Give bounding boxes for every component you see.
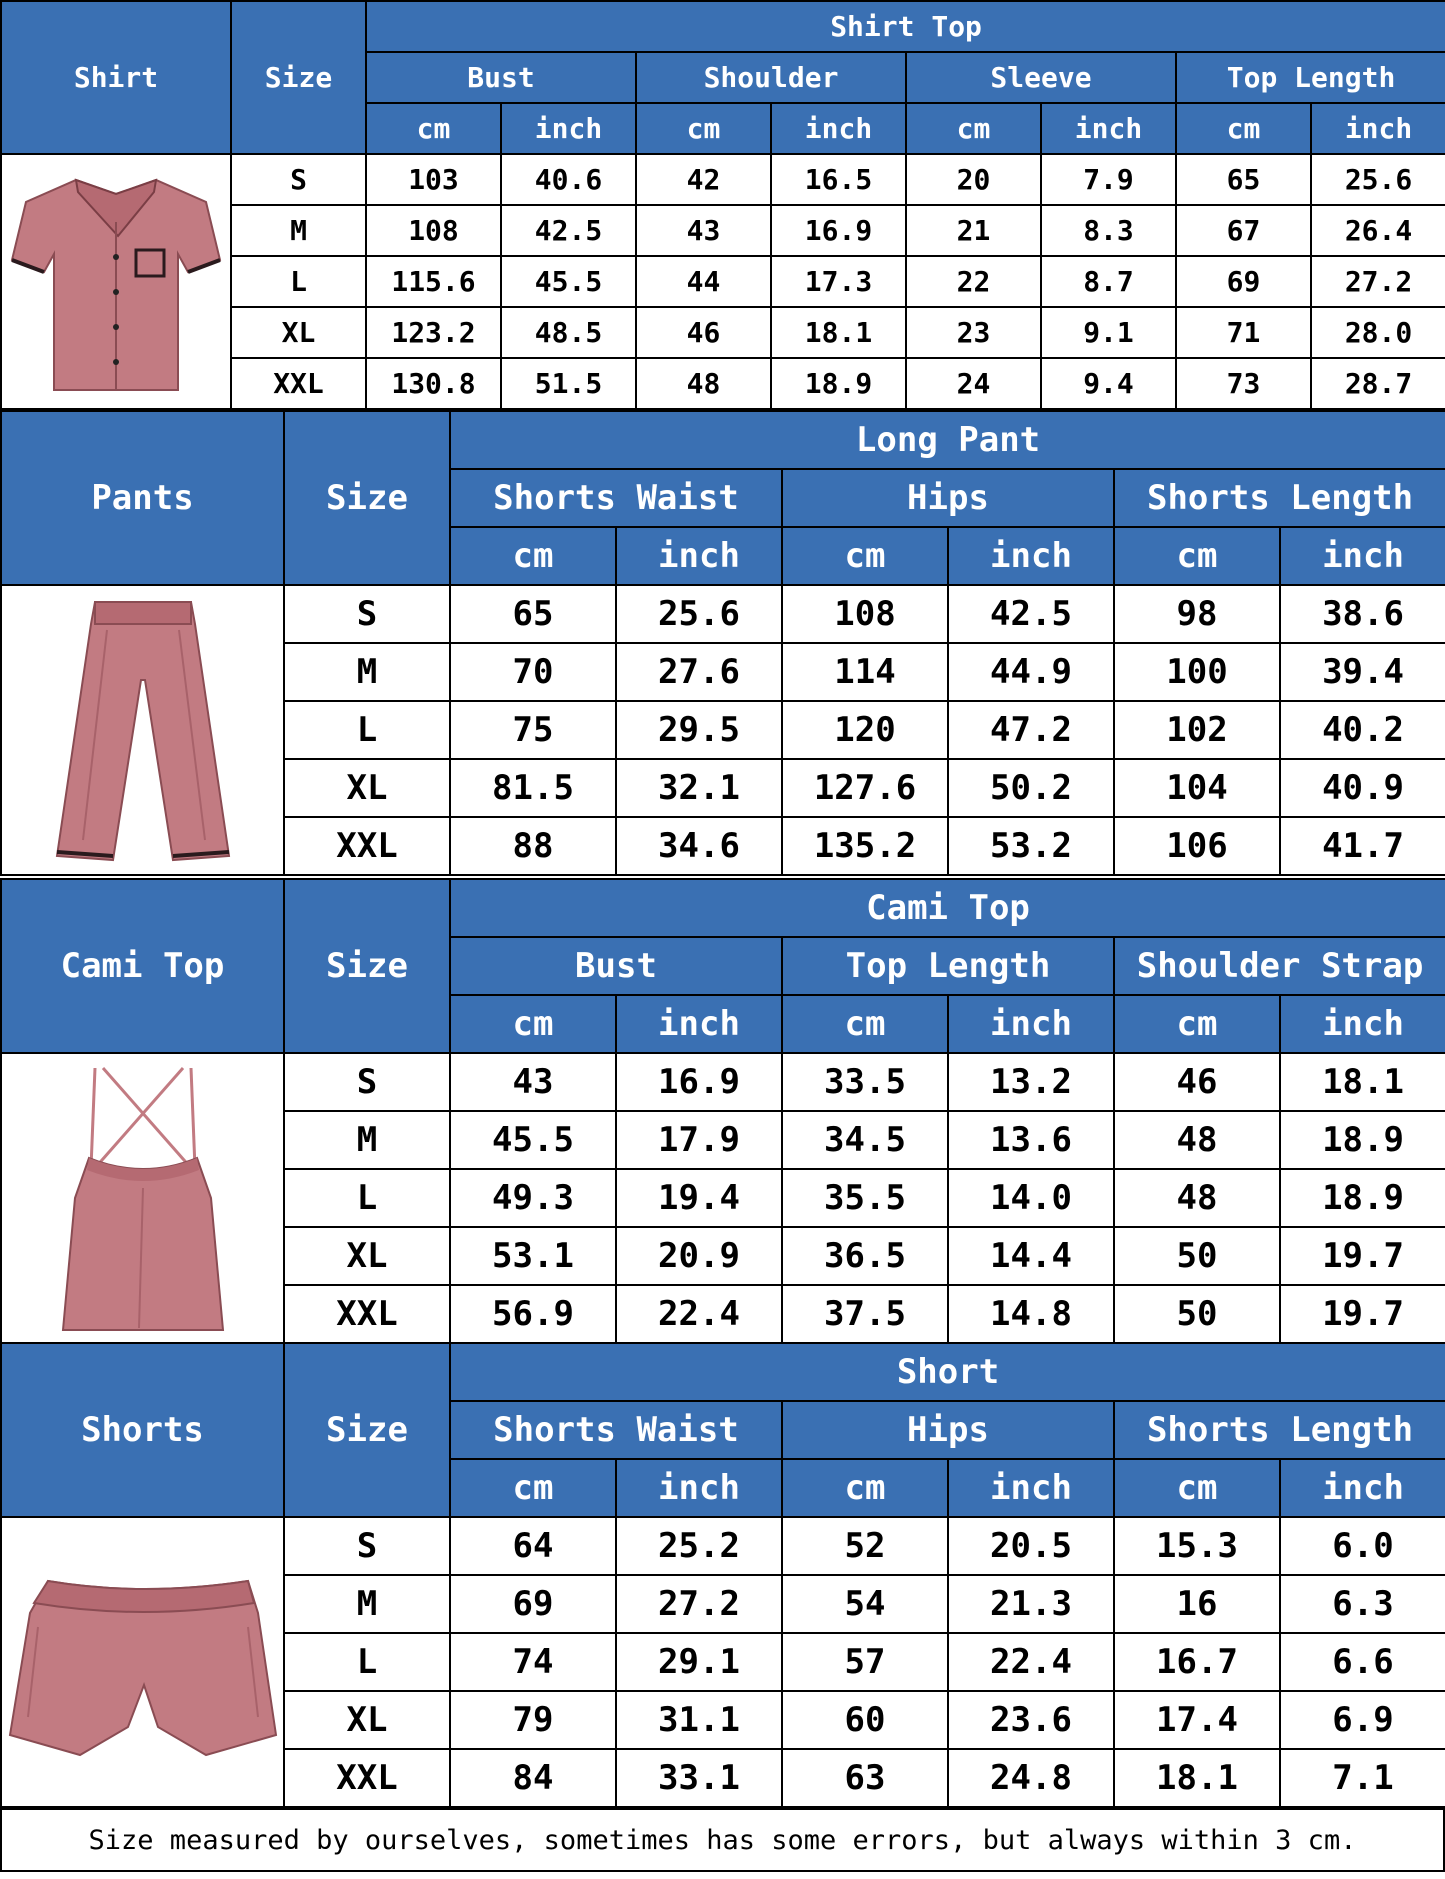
value-cell: 9.4 — [1041, 358, 1176, 409]
value-cell: 6.0 — [1280, 1517, 1445, 1575]
size-cell: XXL — [284, 1749, 450, 1807]
value-cell: 135.2 — [782, 817, 948, 875]
value-cell: 108 — [782, 585, 948, 643]
size-cell: S — [284, 1517, 450, 1575]
value-cell: 23.6 — [948, 1691, 1114, 1749]
value-cell: 14.4 — [948, 1227, 1114, 1285]
unit-header: inch — [1041, 103, 1176, 154]
value-cell: 14.8 — [948, 1285, 1114, 1343]
value-cell: 22.4 — [948, 1633, 1114, 1691]
group-header: Shoulder — [636, 52, 906, 103]
value-cell: 17.4 — [1114, 1691, 1280, 1749]
value-cell: 46 — [1114, 1053, 1280, 1111]
size-cell: L — [284, 1169, 450, 1227]
value-cell: 13.6 — [948, 1111, 1114, 1169]
value-cell: 50 — [1114, 1285, 1280, 1343]
value-cell: 24 — [906, 358, 1041, 409]
unit-header: cm — [366, 103, 501, 154]
unit-header: inch — [948, 527, 1114, 585]
value-cell: 28.7 — [1311, 358, 1445, 409]
size-cell: XXL — [284, 817, 450, 875]
unit-header: cm — [450, 995, 616, 1053]
item-header: Cami Top — [1, 879, 284, 1053]
unit-header: cm — [906, 103, 1041, 154]
value-cell: 123.2 — [366, 307, 501, 358]
long-pant-table — [0, 410, 1445, 876]
value-cell: 84 — [450, 1749, 616, 1807]
value-cell: 74 — [450, 1633, 616, 1691]
value-cell: 42.5 — [501, 205, 636, 256]
unit-header: inch — [771, 103, 906, 154]
shirt-top-table — [0, 0, 1445, 410]
value-cell: 50.2 — [948, 759, 1114, 817]
value-cell: 42 — [636, 154, 771, 205]
product-image — [1, 1517, 284, 1807]
value-cell: 23 — [906, 307, 1041, 358]
value-cell: 104 — [1114, 759, 1280, 817]
unit-header: cm — [1114, 527, 1280, 585]
value-cell: 25.2 — [616, 1517, 782, 1575]
value-cell: 48.5 — [501, 307, 636, 358]
value-cell: 17.3 — [771, 256, 906, 307]
value-cell: 34.5 — [782, 1111, 948, 1169]
value-cell: 75 — [450, 701, 616, 759]
unit-header: inch — [616, 1459, 782, 1517]
value-cell: 102 — [1114, 701, 1280, 759]
size-cell: L — [284, 1633, 450, 1691]
value-cell: 64 — [450, 1517, 616, 1575]
value-cell: 53.1 — [450, 1227, 616, 1285]
value-cell: 45.5 — [501, 256, 636, 307]
value-cell: 44 — [636, 256, 771, 307]
value-cell: 43 — [636, 205, 771, 256]
value-cell: 19.7 — [1280, 1285, 1445, 1343]
unit-header: cm — [782, 995, 948, 1053]
value-cell: 69 — [1176, 256, 1311, 307]
value-cell: 106 — [1114, 817, 1280, 875]
unit-header: cm — [450, 1459, 616, 1517]
value-cell: 37.5 — [782, 1285, 948, 1343]
value-cell: 36.5 — [782, 1227, 948, 1285]
value-cell: 16.5 — [771, 154, 906, 205]
size-cell: L — [231, 256, 366, 307]
value-cell: 20 — [906, 154, 1041, 205]
group-header: Shorts Waist — [450, 469, 782, 527]
value-cell: 40.6 — [501, 154, 636, 205]
value-cell: 53.2 — [948, 817, 1114, 875]
value-cell: 40.2 — [1280, 701, 1445, 759]
product-image — [1, 1053, 284, 1343]
value-cell: 79 — [450, 1691, 616, 1749]
group-header: Bust — [366, 52, 636, 103]
value-cell: 33.5 — [782, 1053, 948, 1111]
value-cell: 16 — [1114, 1575, 1280, 1633]
value-cell: 28.0 — [1311, 307, 1445, 358]
value-cell: 100 — [1114, 643, 1280, 701]
value-cell: 29.5 — [616, 701, 782, 759]
size-cell: M — [284, 1111, 450, 1169]
value-cell: 20.5 — [948, 1517, 1114, 1575]
shirt-top-icon — [6, 162, 226, 402]
value-cell: 34.6 — [616, 817, 782, 875]
group-header: Hips — [782, 1401, 1114, 1459]
group-header: Hips — [782, 469, 1114, 527]
product-image — [1, 154, 231, 409]
value-cell: 70 — [450, 643, 616, 701]
short-table — [0, 1342, 1445, 1808]
group-header: Shorts Length — [1114, 1401, 1445, 1459]
value-cell: 21 — [906, 205, 1041, 256]
value-cell: 48 — [1114, 1169, 1280, 1227]
value-cell: 9.1 — [1041, 307, 1176, 358]
table-row — [1, 154, 1445, 205]
group-header: Sleeve — [906, 52, 1176, 103]
shorts-icon — [8, 1567, 278, 1757]
value-cell: 31.1 — [616, 1691, 782, 1749]
value-cell: 57 — [782, 1633, 948, 1691]
size-cell: XXL — [284, 1285, 450, 1343]
unit-header: inch — [616, 527, 782, 585]
value-cell: 8.3 — [1041, 205, 1176, 256]
value-cell: 71 — [1176, 307, 1311, 358]
value-cell: 16.9 — [771, 205, 906, 256]
size-header: Size — [231, 1, 366, 154]
section-title: Cami Top — [450, 879, 1445, 937]
group-header: Top Length — [782, 937, 1114, 995]
group-header: Bust — [450, 937, 782, 995]
footer-note: Size measured by ourselves, sometimes has some errors, but always within 3 cm. — [0, 1808, 1445, 1872]
value-cell: 40.9 — [1280, 759, 1445, 817]
value-cell: 50 — [1114, 1227, 1280, 1285]
value-cell: 65 — [1176, 154, 1311, 205]
value-cell: 130.8 — [366, 358, 501, 409]
section-title: Long Pant — [450, 411, 1445, 469]
value-cell: 73 — [1176, 358, 1311, 409]
size-cell: M — [231, 205, 366, 256]
value-cell: 98 — [1114, 585, 1280, 643]
group-header: Shorts Waist — [450, 1401, 782, 1459]
size-cell: XL — [231, 307, 366, 358]
item-header: Shorts — [1, 1343, 284, 1517]
unit-header: inch — [948, 1459, 1114, 1517]
unit-header: inch — [1311, 103, 1445, 154]
value-cell: 108 — [366, 205, 501, 256]
size-cell: S — [284, 585, 450, 643]
product-image — [1, 585, 284, 875]
value-cell: 52 — [782, 1517, 948, 1575]
size-cell: M — [284, 1575, 450, 1633]
value-cell: 26.4 — [1311, 205, 1445, 256]
value-cell: 81.5 — [450, 759, 616, 817]
unit-header: cm — [1114, 995, 1280, 1053]
value-cell: 7.9 — [1041, 154, 1176, 205]
value-cell: 27.2 — [616, 1575, 782, 1633]
unit-header: cm — [782, 1459, 948, 1517]
unit-header: inch — [616, 995, 782, 1053]
value-cell: 42.5 — [948, 585, 1114, 643]
cami-top-icon — [33, 1058, 253, 1338]
value-cell: 22.4 — [616, 1285, 782, 1343]
value-cell: 60 — [782, 1691, 948, 1749]
value-cell: 17.9 — [616, 1111, 782, 1169]
value-cell: 115.6 — [366, 256, 501, 307]
unit-header: inch — [1280, 995, 1445, 1053]
size-header: Size — [284, 1343, 450, 1517]
size-header: Size — [284, 879, 450, 1053]
value-cell: 6.6 — [1280, 1633, 1445, 1691]
value-cell: 88 — [450, 817, 616, 875]
value-cell: 21.3 — [948, 1575, 1114, 1633]
value-cell: 22 — [906, 256, 1041, 307]
unit-header: inch — [948, 995, 1114, 1053]
item-header: Shirt — [1, 1, 231, 154]
value-cell: 43 — [450, 1053, 616, 1111]
value-cell: 27.2 — [1311, 256, 1445, 307]
group-header: Top Length — [1176, 52, 1445, 103]
value-cell: 13.2 — [948, 1053, 1114, 1111]
group-header: Shoulder Strap — [1114, 937, 1445, 995]
unit-header: cm — [450, 527, 616, 585]
value-cell: 120 — [782, 701, 948, 759]
value-cell: 32.1 — [616, 759, 782, 817]
value-cell: 54 — [782, 1575, 948, 1633]
value-cell: 33.1 — [616, 1749, 782, 1807]
value-cell: 45.5 — [450, 1111, 616, 1169]
value-cell: 63 — [782, 1749, 948, 1807]
size-cell: M — [284, 643, 450, 701]
value-cell: 7.1 — [1280, 1749, 1445, 1807]
size-cell: XL — [284, 759, 450, 817]
size-cell: XL — [284, 1227, 450, 1285]
value-cell: 35.5 — [782, 1169, 948, 1227]
value-cell: 8.7 — [1041, 256, 1176, 307]
unit-header: inch — [1280, 1459, 1445, 1517]
value-cell: 27.6 — [616, 643, 782, 701]
value-cell: 18.1 — [771, 307, 906, 358]
value-cell: 25.6 — [616, 585, 782, 643]
value-cell: 41.7 — [1280, 817, 1445, 875]
value-cell: 6.3 — [1280, 1575, 1445, 1633]
value-cell: 69 — [450, 1575, 616, 1633]
value-cell: 16.7 — [1114, 1633, 1280, 1691]
unit-header: inch — [1280, 527, 1445, 585]
value-cell: 20.9 — [616, 1227, 782, 1285]
unit-header: cm — [636, 103, 771, 154]
table-row — [1, 1053, 1445, 1111]
long-pant-icon — [23, 590, 263, 870]
value-cell: 18.1 — [1114, 1749, 1280, 1807]
value-cell: 56.9 — [450, 1285, 616, 1343]
value-cell: 18.9 — [1280, 1111, 1445, 1169]
unit-header: inch — [501, 103, 636, 154]
value-cell: 67 — [1176, 205, 1311, 256]
value-cell: 46 — [636, 307, 771, 358]
value-cell: 29.1 — [616, 1633, 782, 1691]
table-row — [1, 1517, 1445, 1575]
value-cell: 25.6 — [1311, 154, 1445, 205]
value-cell: 6.9 — [1280, 1691, 1445, 1749]
value-cell: 18.9 — [771, 358, 906, 409]
unit-header: cm — [782, 527, 948, 585]
value-cell: 19.4 — [616, 1169, 782, 1227]
value-cell: 38.6 — [1280, 585, 1445, 643]
value-cell: 19.7 — [1280, 1227, 1445, 1285]
value-cell: 114 — [782, 643, 948, 701]
value-cell: 24.8 — [948, 1749, 1114, 1807]
value-cell: 44.9 — [948, 643, 1114, 701]
section-title: Shirt Top — [366, 1, 1445, 52]
value-cell: 65 — [450, 585, 616, 643]
unit-header: cm — [1114, 1459, 1280, 1517]
value-cell: 14.0 — [948, 1169, 1114, 1227]
value-cell: 39.4 — [1280, 643, 1445, 701]
value-cell: 18.9 — [1280, 1169, 1445, 1227]
value-cell: 48 — [636, 358, 771, 409]
unit-header: cm — [1176, 103, 1311, 154]
value-cell: 15.3 — [1114, 1517, 1280, 1575]
cami-top-table — [0, 878, 1445, 1344]
group-header: Shorts Length — [1114, 469, 1445, 527]
section-title: Short — [450, 1343, 1445, 1401]
value-cell: 48 — [1114, 1111, 1280, 1169]
size-cell: L — [284, 701, 450, 759]
value-cell: 18.1 — [1280, 1053, 1445, 1111]
value-cell: 47.2 — [948, 701, 1114, 759]
size-header: Size — [284, 411, 450, 585]
size-cell: S — [231, 154, 366, 205]
value-cell: 51.5 — [501, 358, 636, 409]
value-cell: 49.3 — [450, 1169, 616, 1227]
table-row — [1, 585, 1445, 643]
value-cell: 16.9 — [616, 1053, 782, 1111]
size-cell: XL — [284, 1691, 450, 1749]
size-cell: S — [284, 1053, 450, 1111]
value-cell: 127.6 — [782, 759, 948, 817]
size-cell: XXL — [231, 358, 366, 409]
value-cell: 103 — [366, 154, 501, 205]
item-header: Pants — [1, 411, 284, 585]
